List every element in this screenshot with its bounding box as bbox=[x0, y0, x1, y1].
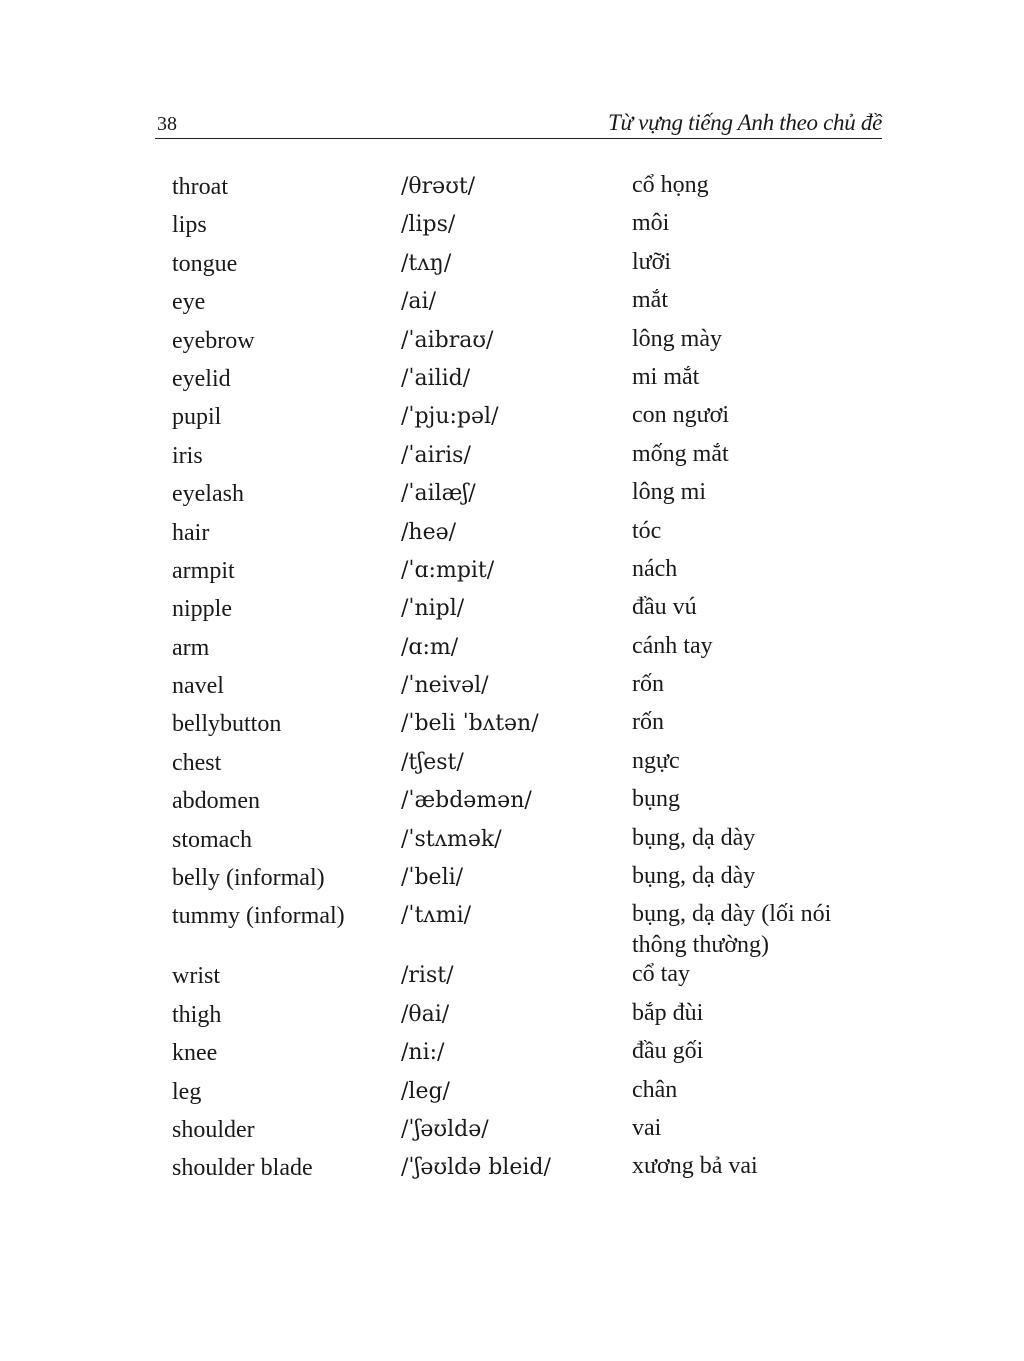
vietnamese-meaning: lưỡi bbox=[632, 248, 672, 275]
english-word: iris bbox=[172, 442, 203, 469]
vocab-row bbox=[172, 285, 892, 323]
vocab-row bbox=[172, 998, 892, 1036]
pronunciation: /tʌŋ/ bbox=[401, 250, 452, 276]
vocab-row bbox=[172, 1113, 892, 1151]
english-word: eyelash bbox=[172, 481, 244, 508]
english-word: eyebrow bbox=[172, 327, 255, 354]
english-word: shoulder bbox=[172, 1116, 255, 1143]
pronunciation: /θrəʊt/ bbox=[401, 174, 476, 199]
vietnamese-meaning: bụng bbox=[632, 786, 680, 813]
vietnamese-meaning: cánh tay bbox=[632, 632, 713, 659]
english-word: tummy (informal) bbox=[172, 903, 345, 930]
vietnamese-meaning: rốn bbox=[632, 671, 664, 698]
vocab-row bbox=[172, 784, 892, 822]
vietnamese-meaning: bụng, dạ dày bbox=[632, 824, 756, 851]
running-title: Từ vựng tiếng Anh theo chủ đề bbox=[607, 110, 882, 135]
vietnamese-meaning: lông mi bbox=[632, 479, 707, 506]
vocab-row bbox=[172, 362, 892, 400]
pronunciation: /ai/ bbox=[401, 289, 436, 315]
pronunciation: /leg/ bbox=[401, 1078, 450, 1104]
english-word: stomach bbox=[172, 826, 252, 853]
vietnamese-meaning: bụng, dạ dày bbox=[632, 863, 756, 890]
vocab-row bbox=[172, 592, 892, 630]
page-number: 38 bbox=[157, 113, 177, 135]
english-word: armpit bbox=[172, 557, 235, 584]
vietnamese-meaning: xương bả vai bbox=[632, 1153, 758, 1180]
vietnamese-meaning: bắp đùi bbox=[632, 999, 704, 1026]
pronunciation: /ˈʃəʊldə/ bbox=[401, 1116, 489, 1142]
vocab-row bbox=[172, 1075, 892, 1113]
pronunciation: /rist/ bbox=[401, 963, 454, 989]
vocab-row bbox=[172, 861, 892, 899]
pronunciation: /ɑ:m/ bbox=[401, 634, 459, 660]
pronunciation: /ˈʃəʊldə bleid/ bbox=[401, 1155, 551, 1181]
english-word: bellybutton bbox=[172, 711, 282, 738]
vocab-row bbox=[172, 477, 892, 515]
vocab-row bbox=[172, 1151, 892, 1189]
vocabulary-list bbox=[172, 170, 892, 1190]
vietnamese-meaning: đầu gối bbox=[632, 1038, 704, 1065]
pronunciation: /ˈbeli ˈbʌtən/ bbox=[401, 711, 539, 737]
english-word: arm bbox=[172, 634, 210, 661]
vietnamese-meaning: bụng, dạ dày (lối nói thông thường) bbox=[632, 901, 832, 959]
vietnamese-meaning: ngực bbox=[632, 747, 680, 774]
vocab-row bbox=[172, 823, 892, 861]
vietnamese-meaning: con ngươi bbox=[632, 402, 730, 429]
vietnamese-meaning: môi bbox=[632, 210, 670, 237]
vocab-row bbox=[172, 208, 892, 246]
english-word: throat bbox=[172, 174, 228, 200]
vocab-row bbox=[172, 400, 892, 438]
page-header bbox=[155, 108, 882, 139]
vocab-row bbox=[172, 554, 892, 592]
vocab-row bbox=[172, 631, 892, 669]
english-word: eye bbox=[172, 289, 206, 316]
pronunciation: /ˈneivəl/ bbox=[401, 673, 489, 699]
vietnamese-meaning: mống mắt bbox=[632, 440, 729, 467]
pronunciation: /ˈailæʃ/ bbox=[401, 481, 476, 507]
vietnamese-meaning: chân bbox=[632, 1076, 678, 1103]
pronunciation: /lips/ bbox=[401, 212, 456, 238]
english-word: lips bbox=[172, 212, 207, 239]
english-word: belly (informal) bbox=[172, 865, 325, 892]
english-word: wrist bbox=[172, 963, 220, 990]
vietnamese-meaning: nách bbox=[632, 555, 678, 582]
english-word: navel bbox=[172, 673, 224, 700]
vocab-row bbox=[172, 324, 892, 362]
pronunciation: /ni:/ bbox=[401, 1040, 445, 1066]
english-word: pupil bbox=[172, 404, 222, 431]
pronunciation: /ˈairis/ bbox=[401, 442, 471, 468]
pronunciation: /tʃest/ bbox=[401, 749, 464, 775]
english-word: eyelid bbox=[172, 365, 231, 392]
pronunciation: /ˈstʌmək/ bbox=[401, 826, 502, 852]
vocab-row bbox=[172, 746, 892, 784]
english-word: thigh bbox=[172, 1001, 222, 1028]
vietnamese-meaning: đầu vú bbox=[632, 594, 697, 621]
pronunciation: /ˈæbdəmən/ bbox=[401, 788, 532, 814]
vietnamese-meaning: tóc bbox=[632, 517, 662, 544]
english-word: chest bbox=[172, 749, 222, 776]
vocab-row bbox=[172, 899, 892, 959]
vocab-row bbox=[172, 707, 892, 745]
english-word: abdomen bbox=[172, 788, 260, 815]
vocab-row bbox=[172, 1036, 892, 1074]
pronunciation: /ˈailid/ bbox=[401, 365, 471, 391]
english-word: shoulder blade bbox=[172, 1155, 313, 1182]
english-word: tongue bbox=[172, 250, 238, 277]
vocab-row bbox=[172, 669, 892, 707]
english-word: leg bbox=[172, 1078, 202, 1105]
vietnamese-meaning: rốn bbox=[632, 709, 664, 736]
pronunciation: /ˈaibraʊ/ bbox=[401, 327, 494, 353]
pronunciation: /heə/ bbox=[401, 519, 457, 545]
vocab-row bbox=[172, 170, 892, 208]
english-word: hair bbox=[172, 519, 210, 546]
pronunciation: /θai/ bbox=[401, 1001, 450, 1027]
vietnamese-meaning: mi mắt bbox=[632, 363, 700, 390]
vietnamese-meaning: cổ tay bbox=[632, 961, 690, 988]
pronunciation: /ˈnipl/ bbox=[401, 596, 465, 622]
english-word: knee bbox=[172, 1040, 218, 1067]
vietnamese-meaning: mắt bbox=[632, 287, 668, 314]
vietnamese-meaning: cổ họng bbox=[632, 172, 709, 198]
vocab-row bbox=[172, 439, 892, 477]
pronunciation: /ˈpju:pəl/ bbox=[401, 404, 499, 430]
english-word: nipple bbox=[172, 596, 232, 623]
vocab-row bbox=[172, 247, 892, 285]
vocab-row bbox=[172, 516, 892, 554]
vocab-row bbox=[172, 959, 892, 997]
vietnamese-meaning: vai bbox=[632, 1114, 662, 1141]
vietnamese-meaning: lông mày bbox=[632, 325, 722, 352]
pronunciation: /ˈɑ:mpit/ bbox=[401, 557, 495, 583]
pronunciation: /ˈtʌmi/ bbox=[401, 903, 472, 929]
pronunciation: /ˈbeli/ bbox=[401, 865, 464, 891]
